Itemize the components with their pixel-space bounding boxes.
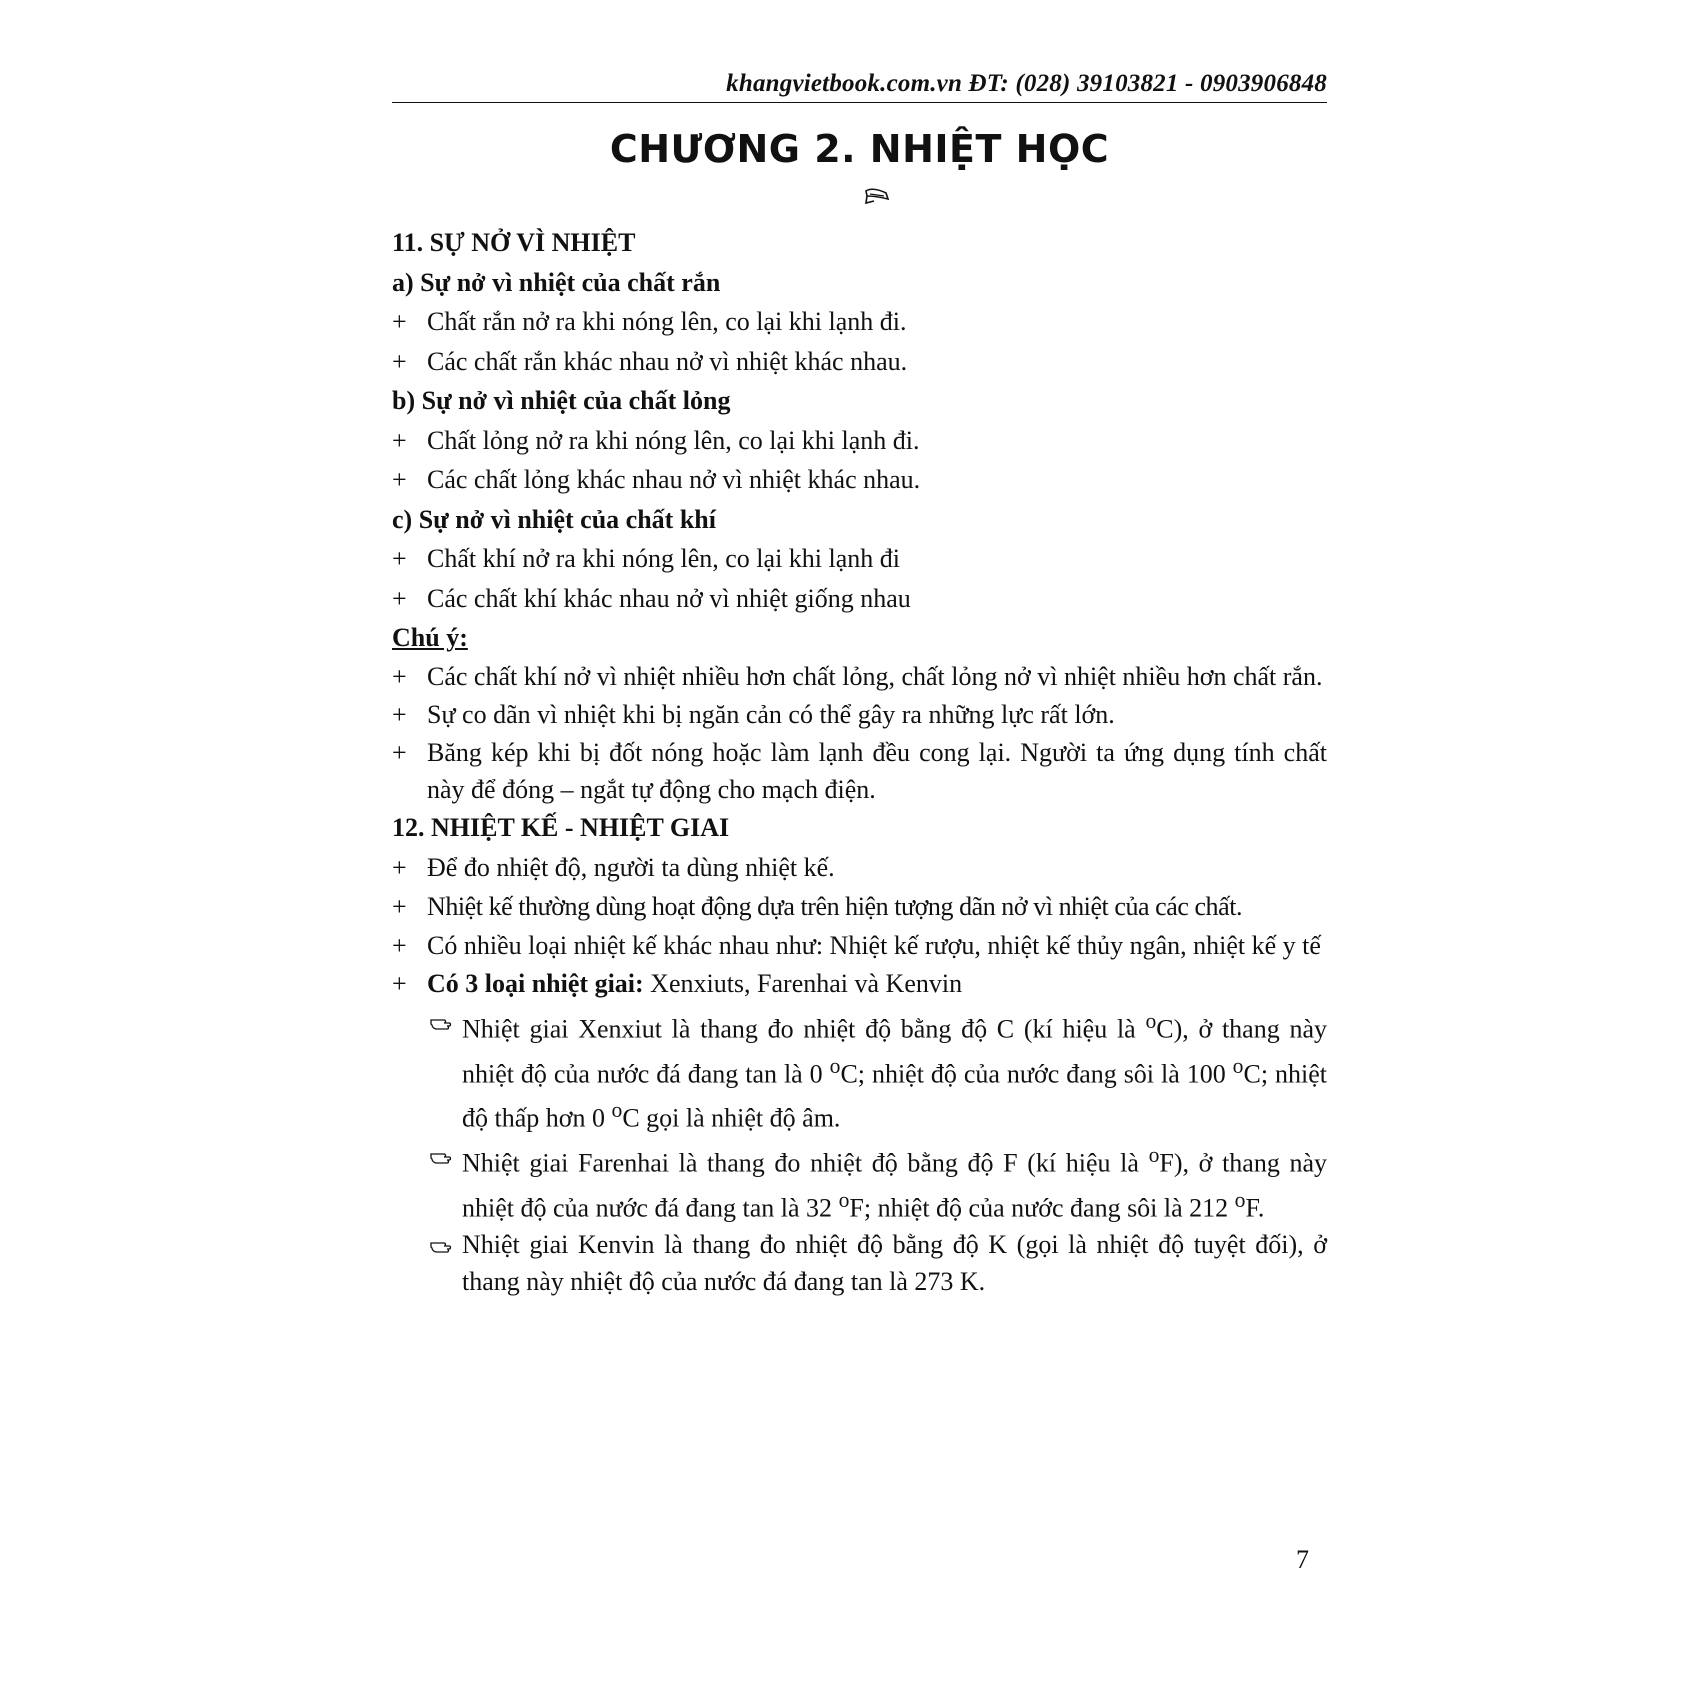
page-number: 7 (1296, 1545, 1309, 1574)
list-item: + Các chất khí nở vì nhiệt nhiều hơn chất lỏng, chất lỏng nở vì nhiệt nhiều hơn chất rắn. (392, 658, 1327, 695)
list-item: + Các chất rắn khác nhau nở vì nhiệt khác nhau. (392, 342, 1327, 382)
scales-intro-bold: Có 3 loại nhiệt giai: (427, 968, 644, 998)
sub-list-item-kelvin: Nhiệt giai Kenvin là thang đo nhiệt độ bằng độ K (gọi là nhiệt độ tuyệt đối), ở thang này nhiệt độ của nước đá đang tan là 273 K. (392, 1226, 1327, 1300)
section-11-title: 11. SỰ NỞ VÌ NHIỆT (392, 228, 636, 257)
pointing-hand-icon (430, 1149, 454, 1165)
pointing-hand-icon (430, 1015, 454, 1031)
list-item: + Chất rắn nở ra khi nóng lên, co lại khi lạnh đi. (392, 302, 1327, 342)
plus-bullet-icon (392, 421, 407, 461)
plus-bullet-icon (392, 848, 407, 888)
list-item: + Các chất khí khác nhau nở vì nhiệt giống nhau (392, 579, 1327, 619)
plus-bullet-icon (392, 658, 407, 695)
plus-bullet-icon (392, 964, 407, 1004)
plus-bullet-icon (392, 539, 407, 579)
list-item: + Chất khí nở ra khi nóng lên, co lại khi lạnh đi (392, 539, 1327, 579)
plus-bullet-icon (392, 460, 407, 500)
plus-bullet-icon (392, 695, 407, 735)
plus-bullet-icon (392, 302, 407, 342)
list-item: + Các chất lỏng khác nhau nở vì nhiệt khác nhau. (392, 460, 1327, 500)
note-title: Chú ý: (392, 623, 468, 652)
page-content (392, 223, 1327, 1300)
subsection-a-title: a) Sự nở vì nhiệt của chất rắn (392, 267, 721, 297)
section-12-title: 12. NHIỆT KẾ - NHIỆT GIAI (392, 813, 730, 842)
plus-bullet-icon (392, 342, 407, 382)
subsection-b-title: b) Sự nở vì nhiệt của chất lỏng (392, 386, 731, 415)
page-header: khangvietbook.com.vn ĐT: (028) 39103821 - 0903906848 (392, 70, 1327, 103)
list-item: + Có nhiều loại nhiệt kế khác nhau như: Nhiệt kế rượu, nhiệt kế thủy ngân, nhiệt kế y tế (392, 927, 1327, 964)
list-item: + Nhiệt kế thường dùng hoạt động dựa trên hiện tượng dãn nở vì nhiệt của các chất. (392, 887, 1327, 927)
list-item: + Để đo nhiệt độ, người ta dùng nhiệt kế. (392, 848, 1327, 888)
list-item: + Sự co dãn vì nhiệt khi bị ngăn cản có thể gây ra những lực rất lớn. (392, 695, 1327, 735)
book-page (392, 70, 1327, 1300)
pointing-hand-icon (430, 1238, 454, 1254)
plus-bullet-icon (392, 887, 406, 927)
list-item: + Có 3 loại nhiệt giai: Xenxiuts, Farenhai và Kenvin (392, 964, 1327, 1004)
plus-bullet-icon (392, 927, 407, 964)
list-item: + Băng kép khi bị đốt nóng hoặc làm lạnh đều cong lại. Người ta ứng dụng tính chất này để đóng – ngắt tự động cho mạch điện. (392, 734, 1327, 808)
sub-list-item-fahrenheit: Nhiệt giai Farenhai là thang đo nhiệt độ bằng độ F (kí hiệu là $^o$F), ở thang này nhiệt độ của nước đá đang tan là 32 $^o$F; nhiệt độ của nước đang sôi là 212 $^o$F. (392, 1137, 1327, 1226)
subsection-c-title: c) Sự nở vì nhiệt của chất khí (392, 504, 716, 534)
pen-ornament-icon (392, 185, 1327, 213)
list-item: + Chất lỏng nở ra khi nóng lên, co lại khi lạnh đi. (392, 421, 1327, 461)
plus-bullet-icon (392, 579, 407, 619)
sub-list-item-celsius: Nhiệt giai Xenxiut là thang đo nhiệt độ bằng độ C (kí hiệu là $^o$C), ở thang này nhiệt độ của nước đá đang tan là 0 $^o$C; nhiệt độ của nước đang sôi là 100 $^o$C; nhiệt độ thấp hơn 0 $^o$C gọi là nhiệt độ âm. (392, 1003, 1327, 1137)
plus-bullet-icon (392, 734, 407, 771)
chapter-title: CHƯƠNG 2. NHIỆT HỌC (609, 127, 1110, 171)
